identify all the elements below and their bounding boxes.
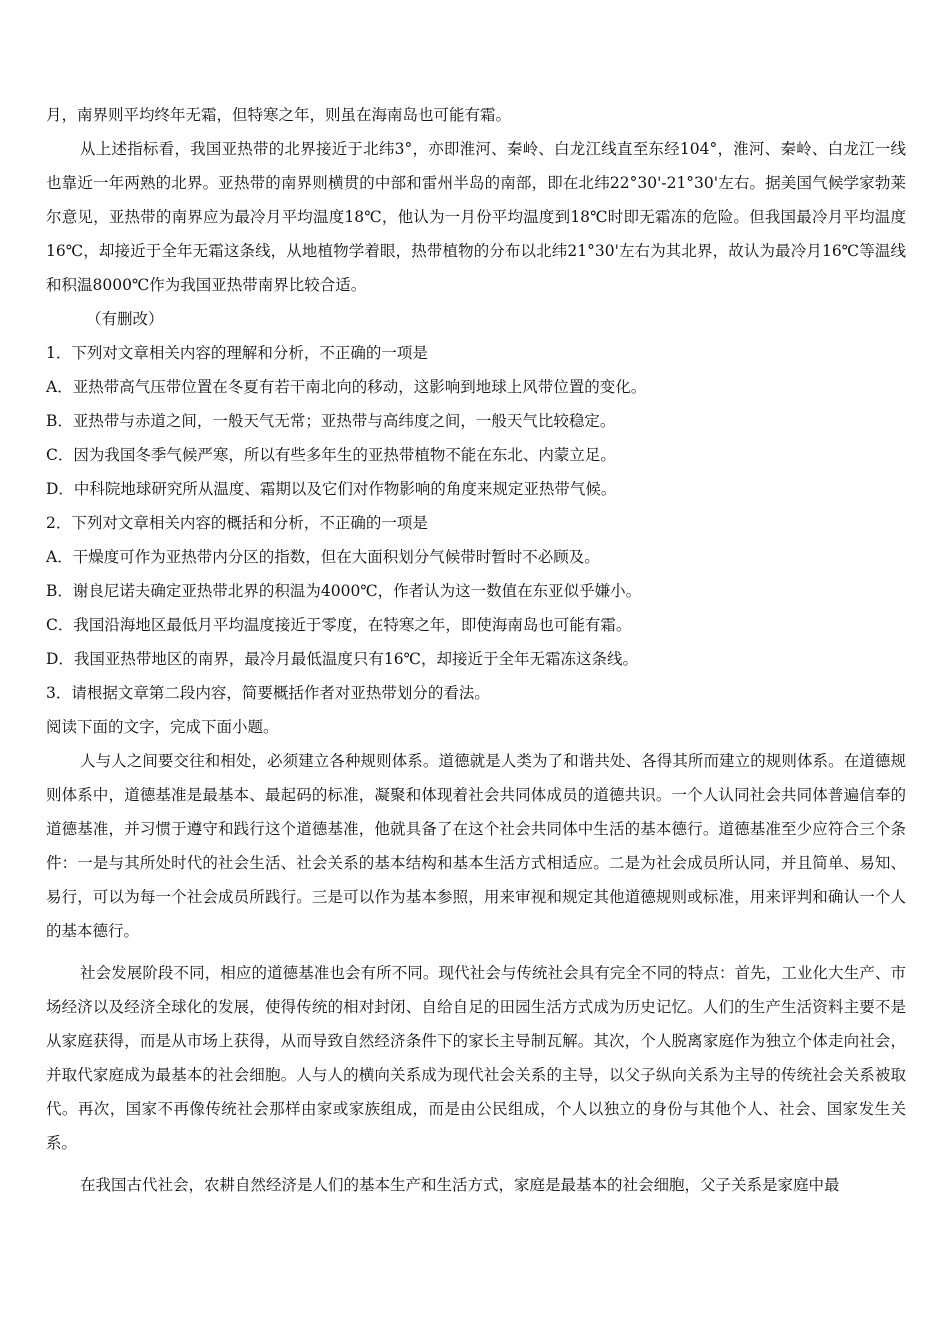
paragraph-gap xyxy=(46,1160,906,1168)
document-page xyxy=(46,98,906,1202)
question-2-option-d: D．我国亚热带地区的南界，最冷月最低温度只有16℃，却接近于全年无霜冻这条线。 xyxy=(46,650,638,668)
question-3-stem: 3．请根据文章第二段内容，简要概括作者对亚热带划分的看法。 xyxy=(46,684,490,702)
question-1-option-d: D．中科院地球研究所从温度、霜期以及它们对作物影响的角度来规定亚热带气候。 xyxy=(46,480,617,498)
edit-note: （有删改） xyxy=(86,310,164,328)
passage2-paragraph-2: 社会发展阶段不同，相应的道德基准也会有所不同。现代社会与传统社会具有完全不同的特点：首先，工业化大生产、市场经济以及经济全球化的发展，使得传统的相对封闭、自给自足的田园生活方式成为历史记忆。人们的生产生活资料主要不是从家庭获得，而是从市场上获得，从而导致自然经济条件下的家长主导制瓦解。其次，个人脱离家庭作为独立个体走向社会，并取代家庭成为最基本的社会细胞。人与人的横向关系成为现代社会关系的主导，以父子纵向关系为主导的传统社会关系被取代。再次，国家不再像传统社会那样由家或家族组成，而是由公民组成，个人以独立的身份与其他个人、社会、国家发生关系。 xyxy=(46,964,906,1152)
passage1-paragraph-end: 月，南界则平均终年无霜，但特寒之年，则虽在海南岛也可能有霜。 xyxy=(46,106,512,124)
passage2-paragraph-1: 人与人之间要交往和相处，必须建立各种规则体系。道德就是人类为了和谐共处、各得其所而建立的规则体系。在道德规则体系中，道德基准是最基本、最起码的标准，凝聚和体现着社会共同体成员的道德共识。一个人认同社会共同体普遍信奉的道德基准，并习惯于遵守和践行这个道德基准，他就具备了在这个社会共同体中生活的基本德行。道德基准至少应符合三个条件：一是与其所处时代的社会生活、社会关系的基本结构和基本生活方式相适应。二是为社会成员所认同，并且简单、易知、易行，可以为每一个社会成员所践行。三是可以作为基本参照，用来审视和规定其他道德规则或标准，用来评判和确认一个人的基本德行。 xyxy=(46,752,906,940)
question-1-stem: 1．下列对文章相关内容的理解和分析，不正确的一项是 xyxy=(46,344,428,362)
paragraph-gap xyxy=(46,948,906,956)
question-2-option-b: B．谢良尼诺夫确定亚热带北界的积温为4000℃，作者认为这一数值在东亚似乎嫌小。 xyxy=(46,582,642,600)
passage1-paragraph-2: 从上述指标看，我国亚热带的北界接近于北纬3°，亦即淮河、秦岭、白龙江线直至东经104°，淮河、秦岭、白龙江一线也靠近一年两熟的北界。亚热带的南界则横贯的中部和雷州半岛的南部，即在北纬22°30'-21°30'左右。据美国气候学家勃莱尔意见，亚热带的南界应为最冷月平均温度18℃，他认为一月份平均温度到18℃时即无霜冻的危险。但我国最冷月平均温度16℃，却接近于全年无霜这条线，从地植物学着眼，热带植物的分布以北纬21°30'左右为其北界，故认为最冷月16℃等温线和积温8000℃作为我国亚热带南界比较合适。 xyxy=(46,140,906,294)
question-1-option-a: A．亚热带高气压带位置在冬夏有若干南北向的移动，这影响到地球上风带位置的变化。 xyxy=(46,378,647,396)
question-1-option-b: B．亚热带与赤道之间，一般天气无常；亚热带与高纬度之间，一般天气比较稳定。 xyxy=(46,412,616,430)
passage2-instruction: 阅读下面的文字，完成下面小题。 xyxy=(46,718,279,736)
question-2-option-a: A．干燥度可作为亚热带内分区的指数，但在大面积划分气候带时暂时不必顾及。 xyxy=(46,548,600,566)
passage2-paragraph-3: 在我国古代社会，农耕自然经济是人们的基本生产和生活方式，家庭是最基本的社会细胞，父子关系是家庭中最 xyxy=(80,1176,840,1194)
question-1-option-c: C．因为我国冬季气候严寒，所以有些多年生的亚热带植物不能在东北、内蒙立足。 xyxy=(46,446,616,464)
question-2-stem: 2．下列对文章相关内容的概括和分析，不正确的一项是 xyxy=(46,514,428,532)
question-2-option-c: C．我国沿海地区最低月平均温度接近于零度，在特寒之年，即使海南岛也可能有霜。 xyxy=(46,616,632,634)
